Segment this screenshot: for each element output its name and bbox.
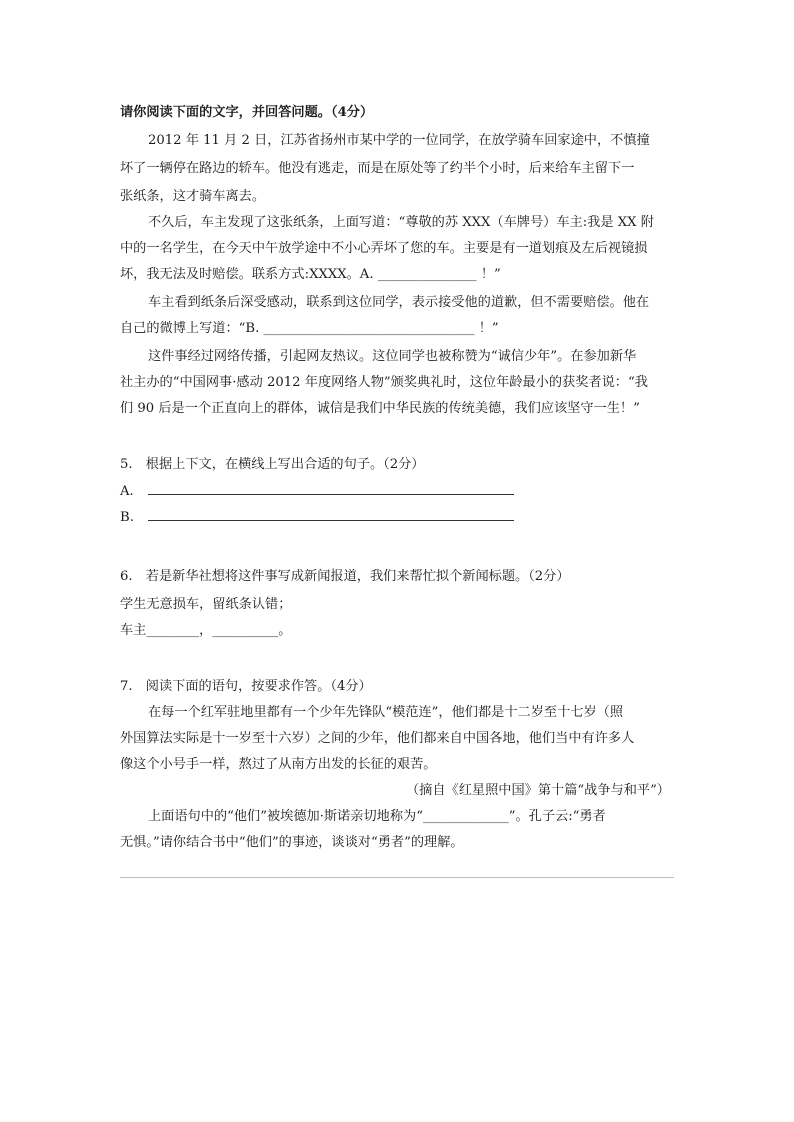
quote-line: 外国算法实际是十一岁至十六岁）之间的少年，他们都来自中国各地，他们当中有许多人 (120, 731, 635, 746)
question-6-prompt: 6. 若是新华社想将这件事写成新闻报道，我们来帮忙拟个新闻标题。（2分） (120, 569, 570, 584)
passage-line: 2012 年 11 月 2 日，江苏省扬州市某中学的一位同学，在放学骑车回家途中，不慎撞 (148, 133, 650, 148)
question-7-prompt: 7. 阅读下面的语句，按要求作答。（4分） (120, 679, 372, 694)
passage-line: 张纸条，这才骑车离去。 (120, 189, 266, 204)
passage-line: 这件事经过网络传播，引起网友热议。这位同学也被称赞为“诚信少年”。在参加新华 (148, 349, 637, 364)
section-divider (120, 877, 674, 878)
question-6-line1: 学生无意损车，留纸条认错； (120, 597, 292, 612)
passage-line: 们 90 后是一个正直向上的群体，诚信是我们中华民族的传统美德，我们应该坚守一生！” (120, 401, 640, 416)
answer-a-label: A. (120, 484, 134, 499)
quote-source: （摘自《红星照中国》第十篇“战争与和平”） (405, 783, 670, 798)
task-line: 上面语句中的“他们”被埃德加·斯诺亲切地称为“_____________”。孔子云:“勇者 (148, 809, 606, 824)
passage-line: 社主办的“中国网事·感动 2012 年度网络人物”颁奖典礼时，这位年龄最小的获奖者说：“我 (120, 375, 648, 390)
passage-line: 车主看到纸条后深受感动，联系到这位同学，表示接受他的道歉，但不需要赔偿。他在 (148, 295, 650, 310)
answer-a-blank[interactable] (148, 482, 514, 495)
task-line: 无惧。”请你结合书中“他们”的事迹，谈谈对“勇者”的理解。 (120, 835, 464, 850)
question-5-answer-b (120, 508, 680, 527)
question-6-line2: 车主________，__________。 (120, 623, 292, 638)
quote-line: 在每一个红军驻地里都有一个少年先锋队“模范连”，他们都是十二岁至十七岁（照 (148, 705, 624, 720)
answer-b-label: B. (120, 510, 134, 525)
question-5-answer-a (120, 482, 680, 501)
passage-line: 坏了一辆停在路边的轿车。他没有逃走，而是在原处等了约半个小时，后来给车主留下一 (120, 161, 635, 176)
question-5-prompt: 5. 根据上下文，在横线上写出合适的句子。（2分） (120, 457, 425, 472)
passage-line: 不久后，车主发现了这张纸条，上面写道：“尊敬的苏 XXX（车牌号）车主:我是 XX 附 (148, 215, 654, 230)
section-heading: 请你阅读下面的文字，并回答问题。（4分） (120, 105, 374, 120)
quote-line: 像这个小号手一样，熬过了从南方出发的长征的艰苦。 (120, 757, 437, 772)
passage-line-blank-a: 坏，我无法及时赔偿。联系方式:XXXX。A. _______________ ！” (120, 267, 501, 282)
answer-b-blank[interactable] (148, 508, 514, 521)
passage-line-blank-b: 自己的微博上写道：“B. ________________________________ ！” (120, 321, 499, 336)
passage-line: 中的一名学生，在今天中午放学途中不小心弄坏了您的车。主要是有一道划痕及左后视镜损 (120, 241, 648, 256)
